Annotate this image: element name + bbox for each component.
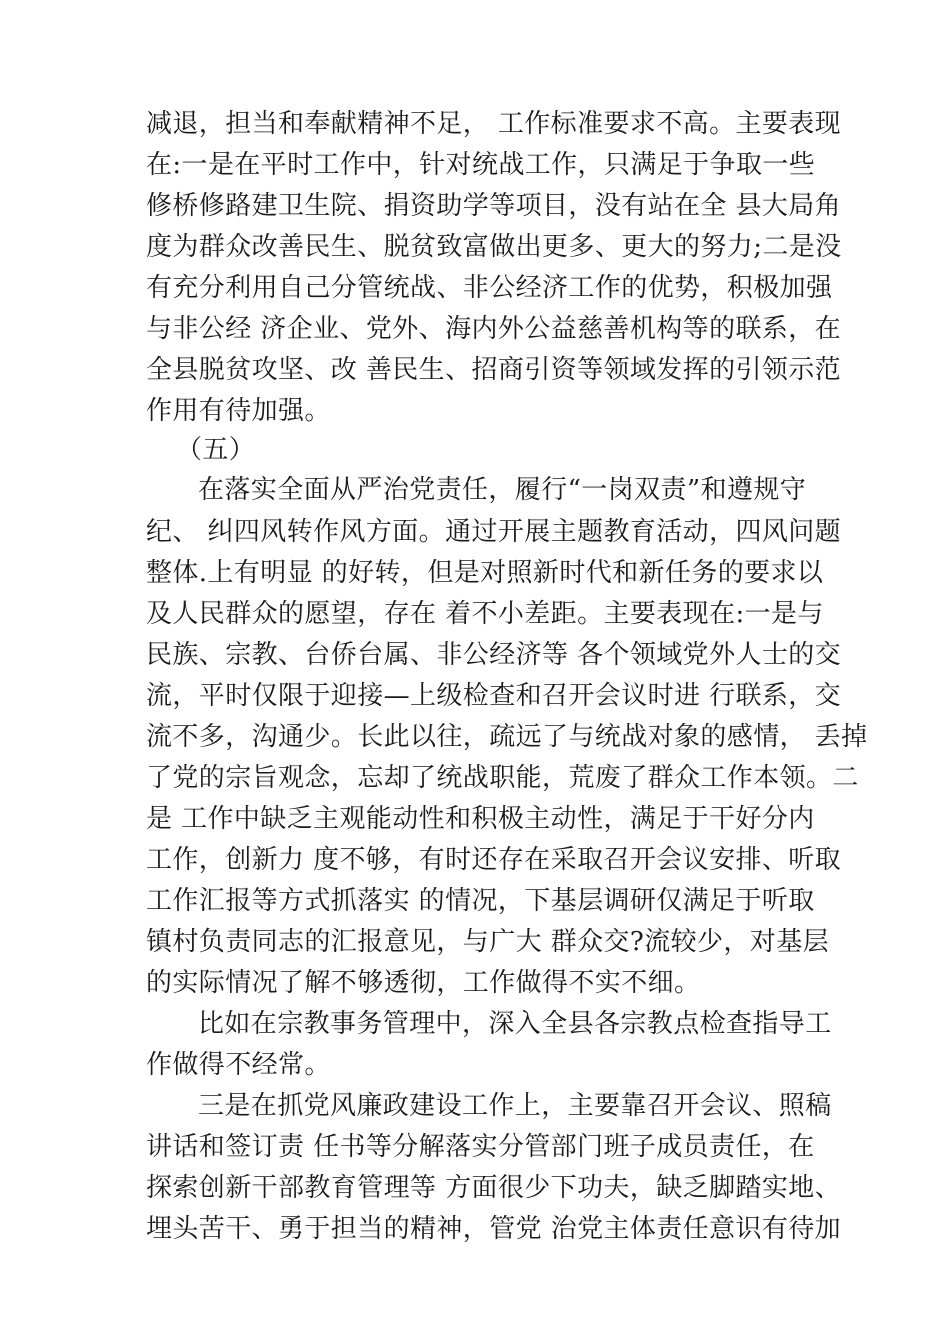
text-line: 作用有待加强。 [146, 396, 331, 426]
text-line: 的实际情况了解不够透彻，工作做得不实不细。 [146, 968, 701, 998]
text-line: 作做得不经常。 [146, 1050, 331, 1080]
text-line: 埋头苦干、勇于担当的精神，管党 治党主体责任意识有待加 [146, 1214, 842, 1244]
text-line: 有充分利用自己分管统战、非公经济工作的优势，积极加强 [146, 273, 833, 303]
paragraph-start-line: 在落实全面从严治党责任，履行“一岗双责”和遵规守 [198, 475, 807, 505]
text-line: 与非公经 济企业、党外、海内外公益慈善机构等的联系，在 [146, 314, 842, 344]
text-line: 整体.上有明显 的好转，但是对照新时代和新任务的要求以 [146, 558, 824, 588]
text-line: 民族、宗教、台侨台属、非公经济等 各个领域党外人士的交 [146, 640, 842, 670]
text-line: 讲话和签订责 任书等分解落实分管部门班子成员责任，在 [146, 1132, 815, 1162]
text-line: 全县脱贫攻坚、改 善民生、招商引资等领域发挥的引领示范 [146, 355, 842, 385]
text-line: 是 工作中缺乏主观能动性和积极主动性，满足于干好分内 [146, 804, 815, 834]
text-line: 及人民群众的愿望，存在 着不小差距。主要表现在:一是与 [146, 599, 824, 629]
text-line: 在:一是在平时工作中，针对统战工作，只满足于争取一些 [146, 150, 816, 180]
text-line: 减退，担当和奉献精神不足， 工作标准要求不高。主要表现 [146, 109, 842, 139]
text-line: 了党的宗旨观念，忘却了统战职能，荒废了群众工作本领。二 [146, 763, 859, 793]
text-line: 镇村负责同志的汇报意见，与广大 群众交?流较少，对基层 [146, 927, 830, 957]
text-line: 流不多，沟通少。长此以往，疏远了与统战对象的感情， 丢掉 [146, 722, 868, 752]
text-line: 流，平时仅限于迎接—上级检查和召开会议时进 行联系，交 [146, 681, 842, 711]
text-line: 工作，创新力 度不够，有时还存在采取召开会议安排、听取 [146, 845, 842, 875]
text-line: 探索创新干部教育管理等 方面很少下功夫，缺乏脚踏实地、 [146, 1173, 842, 1203]
text-line: 工作汇报等方式抓落实 的情况，下基层调研仅满足于听取 [146, 886, 815, 916]
text-line: 纪、 纠四风转作风方面。通过开展主题教育活动，四风问题 [146, 517, 842, 547]
text-line: 修桥修路建卫生院、捐资助学等项目，没有站在全 县大局角 [146, 191, 842, 221]
paragraph-start-line: 比如在宗教事务管理中，深入全县各宗教点检查指导工 [198, 1009, 832, 1039]
paragraph-start-line: 三是在抓党风廉政建设工作上，主要靠召开会议、照稿 [198, 1091, 832, 1121]
text-line: 度为群众改善民生、脱贫致富做出更多、更大的努力;二是没 [146, 232, 842, 262]
section-heading: （五） [176, 435, 256, 465]
